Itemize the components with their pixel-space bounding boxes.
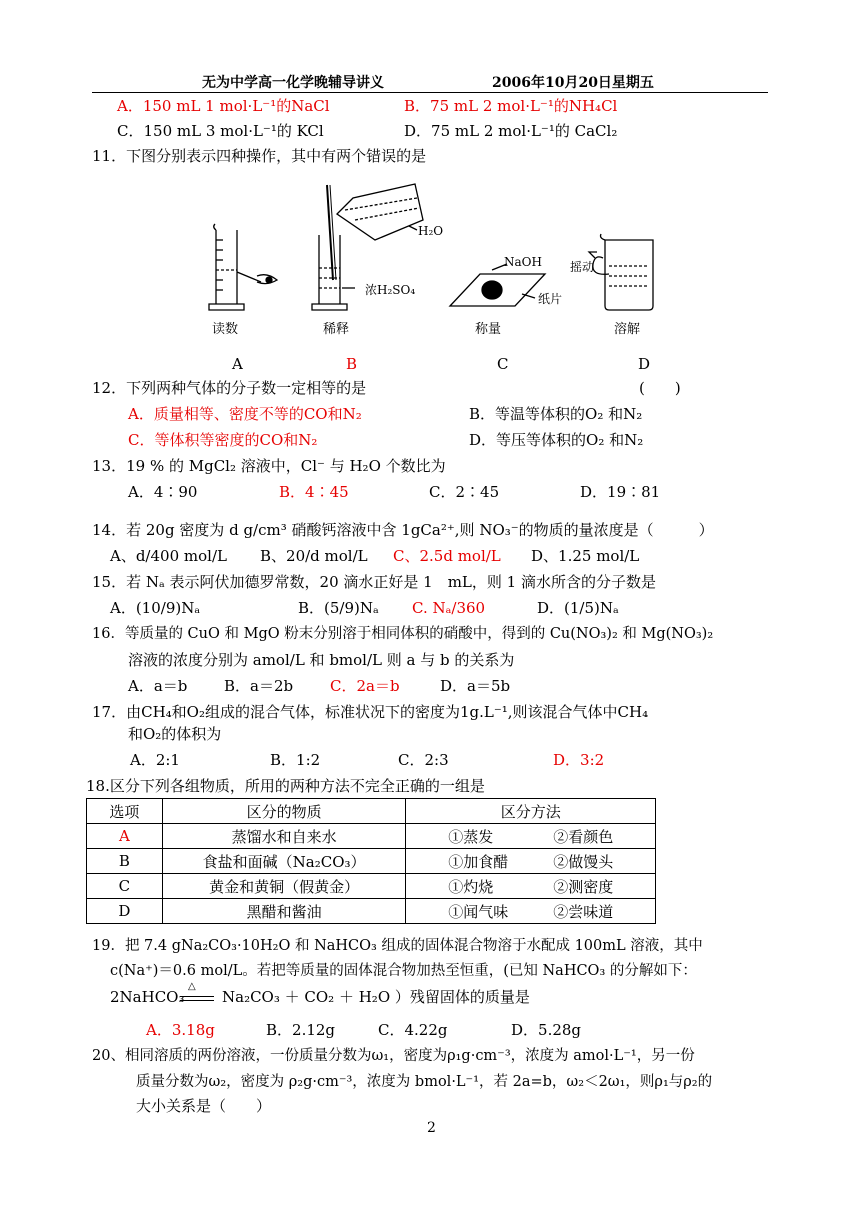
q10-option-d: D．75 mL 2 mol·L⁻¹的 CaCl₂ <box>404 122 618 140</box>
q15-option-a: A．(10/9)Nₐ <box>110 599 201 617</box>
q19-equation-right: Na₂CO₃ ＋ CO₂ ＋ H₂O ）残留固体的质量是 <box>222 988 530 1006</box>
q19-stem-2: c(Na⁺)＝0.6 mol/L。若把等质量的固体混合物加热至恒重，(已知 NaHCO₃ 的分解如下： <box>110 963 697 979</box>
q10-option-b: B．75 mL 2 mol·L⁻¹的NH₄Cl <box>404 97 618 115</box>
q18-table <box>86 798 656 924</box>
q20-line-1: 20、相同溶质的两份溶液，一份质量分数为ω₁，密度为ρ₁g·cm⁻³，浓度为 amol·L⁻¹，另一份 <box>92 1048 695 1064</box>
dissolving-icon <box>589 234 653 310</box>
table-header-cell: 区分方法 <box>406 799 656 824</box>
q11-option-a: A <box>232 355 243 373</box>
q18-stem: 18.区分下列各组物质，所用的两种方法不完全正确的一组是 <box>86 777 485 795</box>
q12-option-b: B．等温等体积的O₂ 和N₂ <box>469 405 643 423</box>
q16-stem-1: 16．等质量的 CuO 和 MgO 粉末分别溶于相同体积的硝酸中，得到的 Cu(NO₃)₂ 和 Mg(NO₃)₂ <box>92 626 714 642</box>
q19-option-c: C．4.22g <box>378 1021 448 1039</box>
q13-option-a: A．4∶90 <box>128 483 198 501</box>
table-cell-methods <box>406 849 656 874</box>
q14-option-a: A、d/400 mol/L <box>110 547 227 565</box>
q20-line-2: 质量分数为ω₂，密度为 ρ₂g·cm⁻³，浓度为 bmol·L⁻¹，若 2a=b，ω₂＜2ω₁，则ρ₁与ρ₂的 <box>136 1074 713 1090</box>
q11-option-d: D <box>638 355 651 373</box>
q20-line-3: 大小关系是（ ） <box>136 1097 272 1115</box>
q17-option-c: C．2:3 <box>398 751 449 769</box>
table-row <box>87 899 656 924</box>
q13-option-d: D．19∶81 <box>580 483 661 501</box>
q10-option-a: A．150 mL 1 mol·L⁻¹的NaCl <box>117 97 330 115</box>
q14-option-d: D、1.25 mol/L <box>531 547 640 565</box>
table-cell-item: 蒸馏水和自来水 <box>162 824 406 849</box>
method-1: ①灼烧 <box>448 877 494 896</box>
q15-option-d: D．(1/5)Nₐ <box>537 599 619 617</box>
table-header-row <box>87 799 656 824</box>
table-cell-methods <box>406 899 656 924</box>
fig-shake-label: 摇动 <box>570 260 595 274</box>
q11-stem: 11．下图分别表示四种操作，其中有两个错误的是 <box>92 147 427 165</box>
table-row <box>87 824 656 849</box>
method-2: ②做馒头 <box>553 852 614 871</box>
q17-option-b: B．1:2 <box>270 751 321 769</box>
method-2: ②看颜色 <box>553 827 614 846</box>
table-cell-methods <box>406 824 656 849</box>
header-rule <box>92 92 768 93</box>
fig-paper-label: 纸片 <box>538 292 563 306</box>
q13-option-b: B．4∶45 <box>279 483 349 501</box>
heat-triangle-icon: △ <box>188 981 196 992</box>
q12-option-a: A．质量相等、密度不等的CO和N₂ <box>128 405 362 423</box>
q12-option-d: D．等压等体积的O₂ 和N₂ <box>469 431 644 449</box>
q16-stem-2: 溶液的浓度分别为 amol/L 和 bmol/L 则 a 与 b 的关系为 <box>128 651 515 669</box>
table-cell-methods <box>406 874 656 899</box>
q12-bracket: ( ) <box>639 379 681 397</box>
fig-h2o-label: H₂O <box>418 224 444 238</box>
q19-stem-1: 19．把 7.4 gNa₂CO₃·10H₂O 和 NaHCO₃ 组成的固体混合物溶于水配成 100mL 溶液，其中 <box>92 938 703 954</box>
table-cell-option: C <box>87 874 163 899</box>
table-cell-option: B <box>87 849 163 874</box>
header-title: 无为中学高一化学晚辅导讲义 <box>202 75 384 91</box>
q16-option-b: B．a＝2b <box>224 677 294 695</box>
weighing-icon <box>450 264 545 306</box>
q12-option-c: C．等体积等密度的CO和N₂ <box>128 431 318 449</box>
table-header-cell: 选项 <box>87 799 163 824</box>
page-number: 2 <box>427 1120 436 1136</box>
equals-arrow <box>180 996 214 1001</box>
table-cell-option: D <box>87 899 163 924</box>
fig-naoh-label: NaOH <box>504 255 542 269</box>
q13-option-c: C．2∶45 <box>429 483 500 501</box>
fig-label-a: 读数 <box>212 322 239 337</box>
q11-option-b: B <box>346 355 358 373</box>
q16-option-c: C．2a＝b <box>330 677 400 695</box>
method-1: ①蒸发 <box>448 827 494 846</box>
q12-stem: 12．下列两种气体的分子数一定相等的是 <box>92 379 367 397</box>
q17-stem-1: 17．由CH₄和O₂组成的混合气体，标准状况下的密度为1g.L⁻¹,则该混合气体中CH₄ <box>92 703 649 721</box>
table-row <box>87 874 656 899</box>
method-2: ②测密度 <box>553 877 614 896</box>
q14-stem: 14．若 20g 密度为 d g/cm³ 硝酸钙溶液中含 1gCa²⁺,则 NO₃⁻的物质的量浓度是（ ） <box>92 521 714 539</box>
q19-option-d: D．5.28g <box>511 1021 582 1039</box>
cylinder-reading-icon <box>209 224 277 310</box>
fig-label-c: 称量 <box>475 322 502 337</box>
q19-option-a: A．3.18g <box>146 1021 215 1039</box>
q17-stem-2: 和O₂的体积为 <box>128 725 222 743</box>
q16-option-d: D．a＝5b <box>440 677 511 695</box>
q15-option-c: C. Nₐ/360 <box>412 599 486 617</box>
fig-label-b: 稀释 <box>323 322 350 337</box>
method-2: ②尝味道 <box>553 902 614 921</box>
q14-option-c: C、2.5d mol/L <box>393 547 501 565</box>
method-1: ①闻气味 <box>448 902 509 921</box>
q10-option-c: C．150 mL 3 mol·L⁻¹的 KCl <box>117 122 324 140</box>
q14-option-b: B、20/d mol/L <box>260 547 368 565</box>
table-cell-item: 食盐和面碱（Na₂CO₃） <box>162 849 406 874</box>
table-cell-item: 黑醋和酱油 <box>162 899 406 924</box>
q17-option-a: A．2:1 <box>130 751 180 769</box>
q11-figure <box>195 180 675 340</box>
table-header-cell: 区分的物质 <box>162 799 406 824</box>
q19-option-b: B．2.12g <box>266 1021 336 1039</box>
table-cell-item: 黄金和黄铜（假黄金） <box>162 874 406 899</box>
q11-option-c: C <box>497 355 509 373</box>
fig-acid-label: 浓H₂SO₄ <box>365 283 416 297</box>
table-row <box>87 849 656 874</box>
q19-equation-left: 2NaHCO₃ <box>110 988 185 1006</box>
method-1: ①加食醋 <box>448 852 509 871</box>
q15-stem: 15．若 Nₐ 表示阿伏加德罗常数，20 滴水正好是 1 mL，则 1 滴水所含的分子数是 <box>92 573 656 591</box>
table-cell-option: A <box>87 824 163 849</box>
q17-option-d: D．3:2 <box>553 751 605 769</box>
q13-stem: 13．19 % 的 MgCl₂ 溶液中，Cl⁻ 与 H₂O 个数比为 <box>92 457 446 475</box>
header-date: 2006年10月20日星期五 <box>492 75 654 91</box>
q15-option-b: B．(5/9)Nₐ <box>298 599 379 617</box>
fig-label-d: 溶解 <box>614 322 641 337</box>
q16-option-a: A．a＝b <box>128 677 188 695</box>
